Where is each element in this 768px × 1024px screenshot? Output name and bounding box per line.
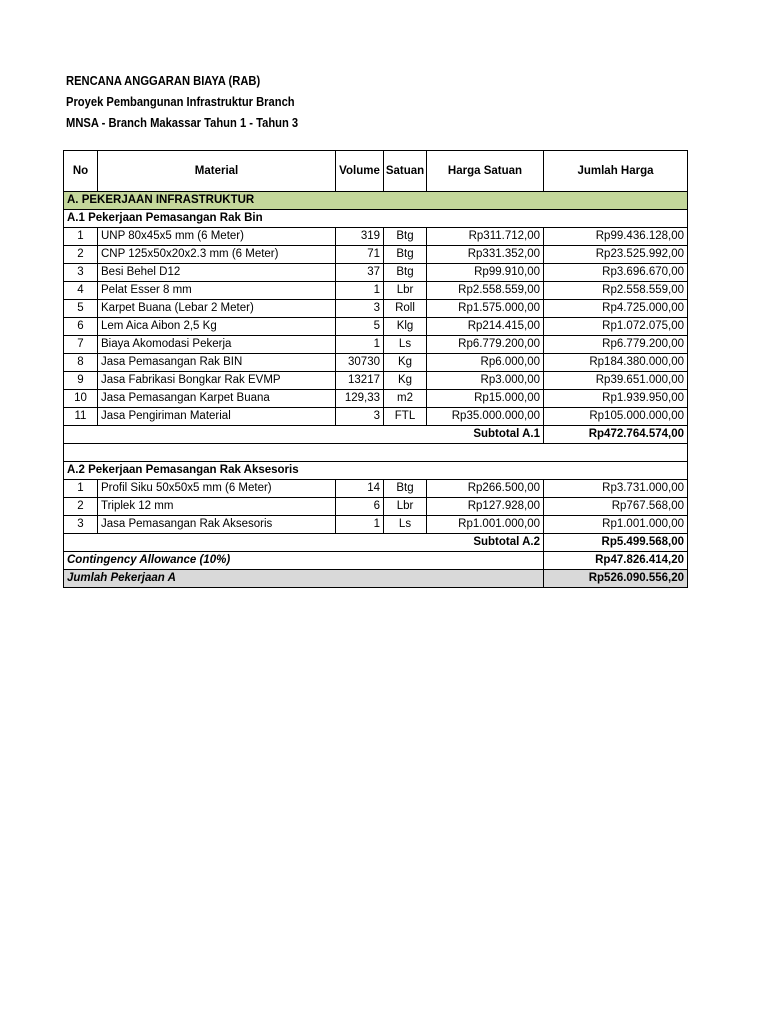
table-row [64, 516, 688, 534]
contingency-label: Contingency Allowance (10%) [64, 552, 544, 570]
cell-no: 5 [64, 300, 98, 318]
total-a-value: Rp526.090.556,20 [544, 570, 688, 588]
section-a2-row [64, 462, 688, 480]
contingency-value: Rp47.826.414,20 [544, 552, 688, 570]
cell-harga-satuan: Rp3.000,00 [427, 372, 544, 390]
cell-harga-satuan: Rp266.500,00 [427, 480, 544, 498]
cell-jumlah-harga: Rp3.731.000,00 [544, 480, 688, 498]
spacer-row [64, 444, 688, 462]
cell-volume: 319 [336, 228, 384, 246]
document-title-block [66, 70, 336, 133]
cell-jumlah-harga: Rp105.000.000,00 [544, 408, 688, 426]
cell-volume: 13217 [336, 372, 384, 390]
table-row [64, 480, 688, 498]
cell-jumlah-harga: Rp99.436.128,00 [544, 228, 688, 246]
subtotal-a1-value: Rp472.764.574,00 [544, 426, 688, 444]
total-a-label: Jumlah Pekerjaan A [64, 570, 544, 588]
cell-volume: 30730 [336, 354, 384, 372]
cell-satuan: Btg [384, 264, 427, 282]
cell-satuan: Roll [384, 300, 427, 318]
cell-harga-satuan: Rp311.712,00 [427, 228, 544, 246]
cell-jumlah-harga: Rp184.380.000,00 [544, 354, 688, 372]
cell-satuan: Btg [384, 480, 427, 498]
table-row [64, 264, 688, 282]
cell-volume: 1 [336, 516, 384, 534]
cell-satuan: Ls [384, 336, 427, 354]
table-body [64, 192, 688, 588]
cell-jumlah-harga: Rp39.651.000,00 [544, 372, 688, 390]
cell-material: Besi Behel D12 [98, 264, 336, 282]
table-row [64, 498, 688, 516]
cell-no: 8 [64, 354, 98, 372]
cell-no: 10 [64, 390, 98, 408]
table-row [64, 246, 688, 264]
cell-no: 11 [64, 408, 98, 426]
cell-material: Jasa Fabrikasi Bongkar Rak EVMP [98, 372, 336, 390]
branch-period: MNSA - Branch Makassar Tahun 1 - Tahun 3 [66, 115, 299, 130]
cell-satuan: FTL [384, 408, 427, 426]
cell-no: 6 [64, 318, 98, 336]
cell-jumlah-harga: Rp23.525.992,00 [544, 246, 688, 264]
cell-satuan: Kg [384, 354, 427, 372]
cell-satuan: Lbr [384, 282, 427, 300]
cell-material: Jasa Pemasangan Karpet Buana [98, 390, 336, 408]
cell-volume: 37 [336, 264, 384, 282]
cell-satuan: Lbr [384, 498, 427, 516]
section-a-row [64, 192, 688, 210]
table-row [64, 300, 688, 318]
cell-no: 7 [64, 336, 98, 354]
table-row [64, 336, 688, 354]
cell-volume: 3 [336, 300, 384, 318]
cell-jumlah-harga: Rp4.725.000,00 [544, 300, 688, 318]
cell-no: 1 [64, 480, 98, 498]
cell-harga-satuan: Rp6.779.200,00 [427, 336, 544, 354]
cell-volume: 1 [336, 282, 384, 300]
section-a-title: A. PEKERJAAN INFRASTRUKTUR [64, 192, 688, 210]
subtotal-a1-label: Subtotal A.1 [64, 426, 544, 444]
cell-harga-satuan: Rp214.415,00 [427, 318, 544, 336]
cell-volume: 3 [336, 408, 384, 426]
document-title: RENCANA ANGGARAN BIAYA (RAB) [66, 73, 261, 88]
cell-no: 3 [64, 516, 98, 534]
total-a-row [64, 570, 688, 588]
cell-satuan: Kg [384, 372, 427, 390]
cell-volume: 71 [336, 246, 384, 264]
table-row [64, 354, 688, 372]
cell-harga-satuan: Rp6.000,00 [427, 354, 544, 372]
column-header-material: Material [98, 151, 336, 192]
subtotal-a2-row [64, 534, 688, 552]
cell-satuan: Ls [384, 516, 427, 534]
cell-harga-satuan: Rp35.000.000,00 [427, 408, 544, 426]
cell-no: 9 [64, 372, 98, 390]
column-header-jumlah-harga: Jumlah Harga [544, 151, 688, 192]
cell-material: Triplek 12 mm [98, 498, 336, 516]
cell-material: Karpet Buana (Lebar 2 Meter) [98, 300, 336, 318]
cell-material: Lem Aica Aibon 2,5 Kg [98, 318, 336, 336]
subtotal-a1-row [64, 426, 688, 444]
column-header-harga-satuan: Harga Satuan [427, 151, 544, 192]
cell-volume: 129,33 [336, 390, 384, 408]
cell-jumlah-harga: Rp1.072.075,00 [544, 318, 688, 336]
cell-material: Jasa Pemasangan Rak BIN [98, 354, 336, 372]
cell-no: 2 [64, 498, 98, 516]
cell-material: UNP 80x45x5 mm (6 Meter) [98, 228, 336, 246]
cell-no: 4 [64, 282, 98, 300]
column-header-no: No [64, 151, 98, 192]
section-a2-title: A.2 Pekerjaan Pemasangan Rak Aksesoris [64, 462, 688, 480]
cell-volume: 5 [336, 318, 384, 336]
cell-harga-satuan: Rp1.001.000,00 [427, 516, 544, 534]
cell-material: Biaya Akomodasi Pekerja [98, 336, 336, 354]
cell-no: 3 [64, 264, 98, 282]
cell-harga-satuan: Rp1.575.000,00 [427, 300, 544, 318]
cell-material: Profil Siku 50x50x5 mm (6 Meter) [98, 480, 336, 498]
section-a1-row [64, 210, 688, 228]
cell-jumlah-harga: Rp1.939.950,00 [544, 390, 688, 408]
section-a1-title: A.1 Pekerjaan Pemasangan Rak Bin [64, 210, 688, 228]
table-row [64, 318, 688, 336]
project-name: Proyek Pembangunan Infrastruktur Branch [66, 94, 295, 109]
cell-no: 2 [64, 246, 98, 264]
cell-satuan: Btg [384, 228, 427, 246]
cell-harga-satuan: Rp15.000,00 [427, 390, 544, 408]
cell-no: 1 [64, 228, 98, 246]
rab-table [63, 150, 688, 588]
table-row [64, 228, 688, 246]
cell-satuan: Klg [384, 318, 427, 336]
table-row [64, 372, 688, 390]
cell-satuan: Btg [384, 246, 427, 264]
cell-volume: 6 [336, 498, 384, 516]
cell-volume: 1 [336, 336, 384, 354]
cell-harga-satuan: Rp127.928,00 [427, 498, 544, 516]
cell-material: Jasa Pemasangan Rak Aksesoris [98, 516, 336, 534]
cell-jumlah-harga: Rp767.568,00 [544, 498, 688, 516]
cell-jumlah-harga: Rp1.001.000,00 [544, 516, 688, 534]
cell-material: Jasa Pengiriman Material [98, 408, 336, 426]
cell-volume: 14 [336, 480, 384, 498]
cell-jumlah-harga: Rp3.696.670,00 [544, 264, 688, 282]
table-row [64, 408, 688, 426]
cell-harga-satuan: Rp2.558.559,00 [427, 282, 544, 300]
cell-material: Pelat Esser 8 mm [98, 282, 336, 300]
cell-material: CNP 125x50x20x2.3 mm (6 Meter) [98, 246, 336, 264]
spacer-cell [64, 444, 688, 462]
table-header-row [64, 151, 688, 192]
table-row [64, 282, 688, 300]
table-row [64, 390, 688, 408]
subtotal-a2-value: Rp5.499.568,00 [544, 534, 688, 552]
column-header-satuan: Satuan [384, 151, 427, 192]
cell-harga-satuan: Rp99.910,00 [427, 264, 544, 282]
column-header-volume: Volume [336, 151, 384, 192]
cell-harga-satuan: Rp331.352,00 [427, 246, 544, 264]
cell-satuan: m2 [384, 390, 427, 408]
cell-jumlah-harga: Rp6.779.200,00 [544, 336, 688, 354]
contingency-row [64, 552, 688, 570]
subtotal-a2-label: Subtotal A.2 [64, 534, 544, 552]
cell-jumlah-harga: Rp2.558.559,00 [544, 282, 688, 300]
